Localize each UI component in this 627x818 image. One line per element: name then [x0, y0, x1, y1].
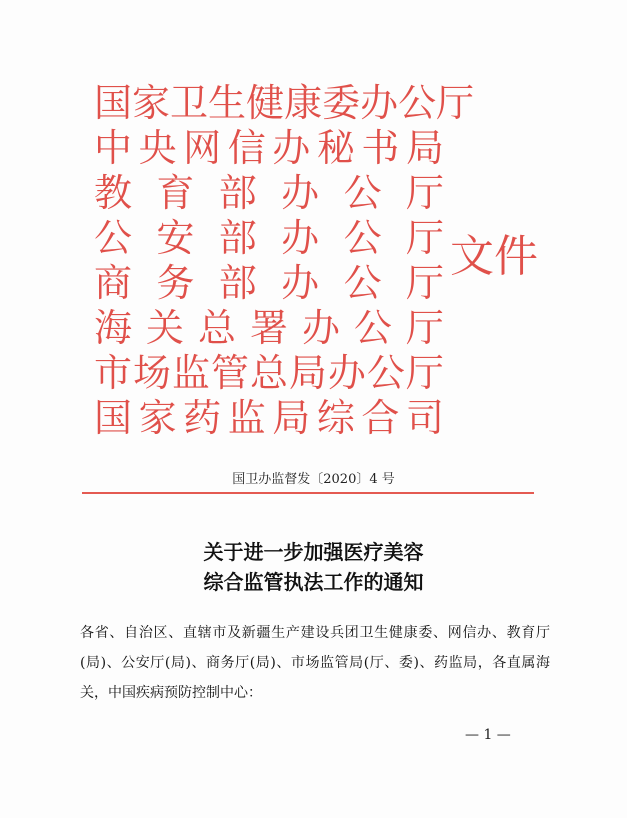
issuer-char: 公 [343, 171, 382, 215]
issuer-char: 公 [94, 216, 133, 260]
issuer-char: 公 [366, 351, 405, 395]
issuer-char: 中 [94, 126, 133, 170]
issuer-char: 健 [246, 81, 285, 125]
red-divider-line [82, 492, 534, 494]
issuer-char: 公 [398, 81, 437, 125]
issuer-char: 信 [227, 126, 266, 170]
issuer-line-4 [94, 217, 444, 259]
issuer-char: 办 [327, 351, 366, 395]
issuer-char: 央 [138, 126, 177, 170]
issuer-char: 办 [360, 81, 399, 125]
issuer-char: 公 [343, 216, 382, 260]
issuer-char: 综 [316, 396, 355, 440]
issuer-char: 场 [132, 351, 171, 395]
issuer-char: 厅 [436, 81, 475, 125]
issuer-char: 康 [284, 81, 323, 125]
issuer-char: 教 [94, 171, 133, 215]
salutation: 各省、自治区、直辖市及新疆生产建设兵团卫生健康委、网信办、教育厅(局)、公安厅(局)、商务厅(局)、市场监管局(厅、委)、药监局，各直属海关，中国疾病预防控制中心： [80, 625, 550, 701]
issuer-line-3 [94, 172, 444, 214]
issuer-char: 家 [132, 81, 171, 125]
issuer-char: 办 [281, 216, 320, 260]
issuer-char: 务 [156, 261, 195, 305]
issuer-char: 药 [183, 396, 222, 440]
title-line-2: 综合监管执法工作的通知 [203, 570, 424, 594]
issuer-char: 国 [94, 396, 133, 440]
issuer-char: 书 [361, 126, 400, 170]
issuer-char: 管 [210, 351, 249, 395]
issuer-char: 厅 [405, 171, 444, 215]
issuer-char: 办 [281, 261, 320, 305]
issuer-char: 司 [405, 396, 444, 440]
issuer-char: 公 [343, 261, 382, 305]
issuer-char: 国 [94, 81, 133, 125]
issuer-char: 部 [218, 216, 257, 260]
issuer-char: 厅 [405, 261, 444, 305]
issuer-char: 总 [197, 306, 236, 350]
issuer-char: 局 [288, 351, 327, 395]
issuer-char: 部 [218, 261, 257, 305]
issuer-char: 网 [183, 126, 222, 170]
issuer-line-7 [94, 352, 444, 394]
issuer-char: 合 [361, 396, 400, 440]
issuer-line-8 [94, 397, 444, 439]
issuer-char: 厅 [405, 306, 444, 350]
issuer-char: 卫 [170, 81, 209, 125]
issuer-char: 家 [138, 396, 177, 440]
document-marker: 文件 [450, 231, 538, 282]
issuer-char: 厅 [405, 351, 444, 395]
issuer-char: 监 [227, 396, 266, 440]
issuer-char: 厅 [405, 216, 444, 260]
issuer-line-2 [94, 127, 444, 169]
issuer-char: 公 [353, 306, 392, 350]
issuer-char: 秘 [316, 126, 355, 170]
issuer-char: 育 [156, 171, 195, 215]
issuer-char: 关 [145, 306, 184, 350]
document-number: 国卫办监督发〔2020〕4 号 [232, 472, 395, 487]
issuer-char: 局 [272, 396, 311, 440]
title-line-1: 关于进一步加强医疗美容 [203, 540, 424, 564]
issuer-line-5 [94, 262, 444, 304]
issuer-char: 总 [249, 351, 288, 395]
issuer-char: 监 [171, 351, 210, 395]
issuer-char: 局 [405, 126, 444, 170]
issuer-char: 海 [94, 306, 133, 350]
issuer-char: 市 [94, 351, 133, 395]
issuer-char: 安 [156, 216, 195, 260]
issuer-char: 办 [281, 171, 320, 215]
issuer-char: 部 [218, 171, 257, 215]
issuer-char: 办 [272, 126, 311, 170]
issuer-char: 商 [94, 261, 133, 305]
issuer-line-6 [94, 307, 444, 349]
issuer-line-1 [94, 81, 475, 125]
page-number: — 1 — [465, 727, 511, 743]
issuer-char: 办 [301, 306, 340, 350]
issuer-char: 生 [208, 81, 247, 125]
issuer-char: 署 [249, 306, 288, 350]
issuer-char: 委 [322, 81, 361, 125]
